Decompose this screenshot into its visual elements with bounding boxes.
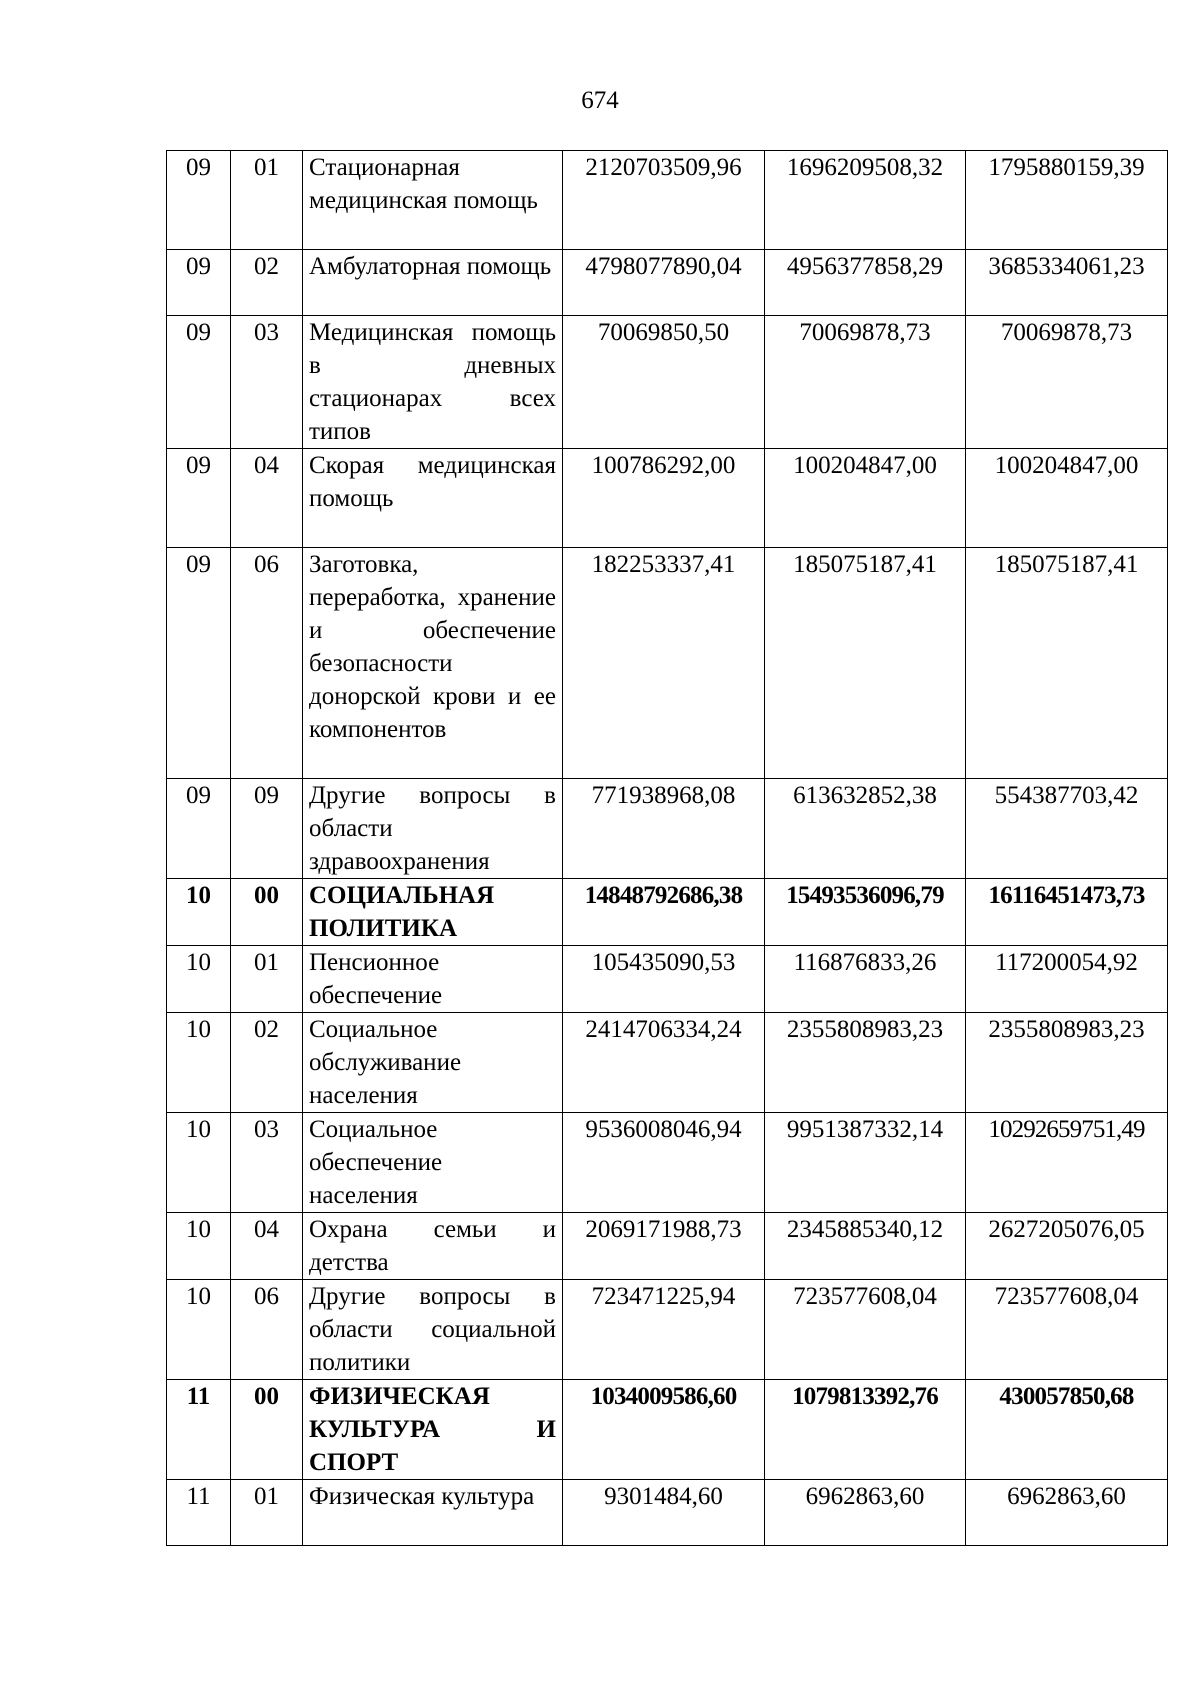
page-number: 674 xyxy=(581,87,619,114)
subsection-code: 00 xyxy=(231,879,303,946)
section-code: 11 xyxy=(167,1480,231,1546)
value-col-2: 1696209508,32 xyxy=(765,151,966,250)
row-name: Медицинская помощь в дневных стационарах всех типов xyxy=(303,316,563,449)
value-col-2: 185075187,41 xyxy=(765,548,966,779)
value-col-2: 15493536096,79 xyxy=(765,879,966,946)
value-col-3: 723577608,04 xyxy=(966,1280,1168,1380)
value-col-1: 9536008046,94 xyxy=(563,1113,765,1213)
row-name: ФИЗИЧЕСКАЯ КУЛЬТУРА И СПОРТ xyxy=(303,1380,563,1480)
section-code: 10 xyxy=(167,1013,231,1113)
table-row xyxy=(167,1480,1168,1546)
subsection-code: 02 xyxy=(231,250,303,316)
value-col-2: 6962863,60 xyxy=(765,1480,966,1546)
section-code: 09 xyxy=(167,779,231,879)
value-col-3: 2355808983,23 xyxy=(966,1013,1168,1113)
value-col-1: 9301484,60 xyxy=(563,1480,765,1546)
table-row-section-total xyxy=(167,879,1168,946)
table-row xyxy=(167,1113,1168,1213)
section-code: 09 xyxy=(167,548,231,779)
value-col-3: 554387703,42 xyxy=(966,779,1168,879)
table-row xyxy=(167,1013,1168,1113)
subsection-code: 02 xyxy=(231,1013,303,1113)
value-col-3: 16116451473,73 xyxy=(966,879,1168,946)
table-row-section-total xyxy=(167,1380,1168,1480)
subsection-code: 01 xyxy=(231,946,303,1013)
row-name: СОЦИАЛЬНАЯ ПОЛИТИКА xyxy=(303,879,563,946)
table-row xyxy=(167,1280,1168,1380)
value-col-2: 4956377858,29 xyxy=(765,250,966,316)
value-col-2: 70069878,73 xyxy=(765,316,966,449)
value-col-3: 185075187,41 xyxy=(966,548,1168,779)
value-col-3: 6962863,60 xyxy=(966,1480,1168,1546)
section-code: 09 xyxy=(167,449,231,548)
value-col-1: 2069171988,73 xyxy=(563,1213,765,1280)
subsection-code: 03 xyxy=(231,316,303,449)
value-col-2: 2345885340,12 xyxy=(765,1213,966,1280)
subsection-code: 01 xyxy=(231,151,303,250)
section-code: 09 xyxy=(167,250,231,316)
section-code: 11 xyxy=(167,1380,231,1480)
value-col-3: 2627205076,05 xyxy=(966,1213,1168,1280)
value-col-3: 1795880159,39 xyxy=(966,151,1168,250)
table-row xyxy=(167,779,1168,879)
section-code: 10 xyxy=(167,1213,231,1280)
section-code: 10 xyxy=(167,1113,231,1213)
subsection-code: 06 xyxy=(231,548,303,779)
row-name: Стационарная медицинская помощь xyxy=(303,151,563,250)
value-col-1: 182253337,41 xyxy=(563,548,765,779)
section-code: 09 xyxy=(167,151,231,250)
section-code: 10 xyxy=(167,946,231,1013)
value-col-2: 100204847,00 xyxy=(765,449,966,548)
row-name: Другие вопросы в области здравоохранения xyxy=(303,779,563,879)
row-name: Заготовка, переработка, хранение и обеспечение безопасности донорской крови и ее компонентов xyxy=(303,548,563,779)
subsection-code: 06 xyxy=(231,1280,303,1380)
value-col-3: 3685334061,23 xyxy=(966,250,1168,316)
value-col-2: 9951387332,14 xyxy=(765,1113,966,1213)
table-row xyxy=(167,449,1168,548)
table-row xyxy=(167,548,1168,779)
section-code: 09 xyxy=(167,316,231,449)
row-name: Физическая культура xyxy=(303,1480,563,1546)
row-name: Социальное обеспечение населения xyxy=(303,1113,563,1213)
value-col-3: 10292659751,49 xyxy=(966,1113,1168,1213)
value-col-3: 117200054,92 xyxy=(966,946,1168,1013)
value-col-1: 100786292,00 xyxy=(563,449,765,548)
section-code: 10 xyxy=(167,1280,231,1380)
value-col-2: 116876833,26 xyxy=(765,946,966,1013)
subsection-code: 01 xyxy=(231,1480,303,1546)
table-row xyxy=(167,1213,1168,1280)
row-name: Охрана семьи и детства xyxy=(303,1213,563,1280)
row-name: Скорая медицинская помощь xyxy=(303,449,563,548)
subsection-code: 04 xyxy=(231,449,303,548)
table-row xyxy=(167,151,1168,250)
subsection-code: 04 xyxy=(231,1213,303,1280)
value-col-1: 105435090,53 xyxy=(563,946,765,1013)
value-col-1: 4798077890,04 xyxy=(563,250,765,316)
value-col-1: 723471225,94 xyxy=(563,1280,765,1380)
value-col-1: 70069850,50 xyxy=(563,316,765,449)
value-col-2: 1079813392,76 xyxy=(765,1380,966,1480)
value-col-1: 14848792686,38 xyxy=(563,879,765,946)
row-name: Другие вопросы в области социальной политики xyxy=(303,1280,563,1380)
value-col-2: 613632852,38 xyxy=(765,779,966,879)
value-col-2: 2355808983,23 xyxy=(765,1013,966,1113)
section-code: 10 xyxy=(167,879,231,946)
table-row xyxy=(167,250,1168,316)
budget-table xyxy=(166,150,1168,1546)
table-row xyxy=(167,946,1168,1013)
value-col-1: 2414706334,24 xyxy=(563,1013,765,1113)
subsection-code: 00 xyxy=(231,1380,303,1480)
row-name: Пенсионное обеспечение xyxy=(303,946,563,1013)
table-row xyxy=(167,316,1168,449)
value-col-3: 100204847,00 xyxy=(966,449,1168,548)
subsection-code: 09 xyxy=(231,779,303,879)
value-col-1: 2120703509,96 xyxy=(563,151,765,250)
value-col-3: 70069878,73 xyxy=(966,316,1168,449)
value-col-2: 723577608,04 xyxy=(765,1280,966,1380)
subsection-code: 03 xyxy=(231,1113,303,1213)
value-col-3: 430057850,68 xyxy=(966,1380,1168,1480)
value-col-1: 1034009586,60 xyxy=(563,1380,765,1480)
row-name: Социальное обслуживание населения xyxy=(303,1013,563,1113)
row-name: Амбулаторная помощь xyxy=(303,250,563,316)
value-col-1: 771938968,08 xyxy=(563,779,765,879)
